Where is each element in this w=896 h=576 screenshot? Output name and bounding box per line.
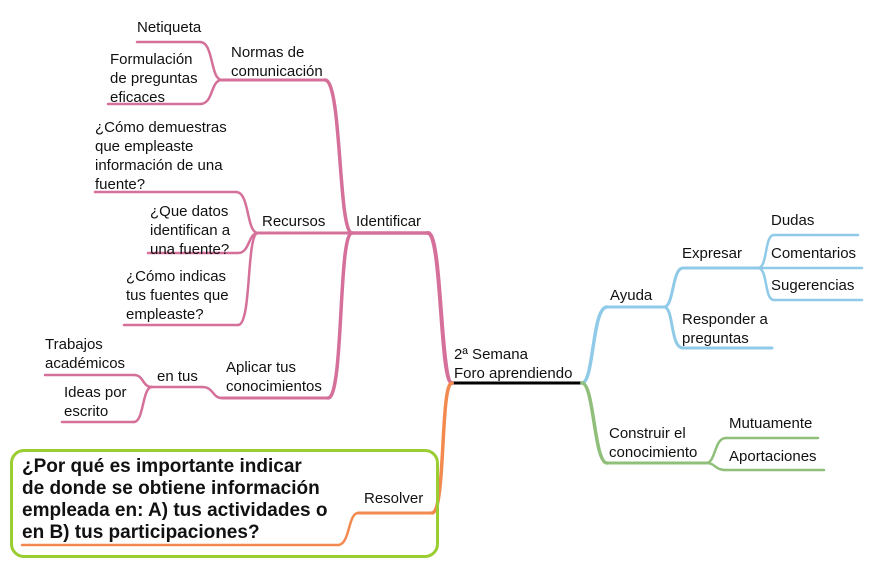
node-question: ¿Por qué es importante indicar de donde se obtiene información empleada en: A) tus actividades o en B) tus participaciones?	[22, 456, 328, 543]
branch-aplicar	[328, 233, 352, 398]
center-topic: 2ª Semana Foro aprendiendo	[454, 346, 573, 382]
branch-ideas	[134, 387, 152, 422]
branch-mutuamente	[706, 438, 726, 463]
branch-netiqueta	[200, 42, 222, 80]
node-comentarios: Comentarios	[771, 245, 857, 262]
node-resolver: Resolver	[364, 490, 424, 507]
node-que-datos: ¿Que datos identifican a una fuente?	[150, 203, 231, 258]
node-identificar: Identificar	[356, 213, 422, 230]
node-dudas: Dudas	[771, 212, 815, 229]
branch-responder	[664, 307, 683, 348]
node-responder: Responder a preguntas	[682, 311, 768, 347]
branch-ayuda	[582, 307, 607, 383]
node-ayuda: Ayuda	[610, 287, 653, 304]
node-mutuamente: Mutuamente	[729, 415, 813, 432]
branch-formulacion	[200, 80, 222, 104]
node-como-demuestras: ¿Cómo demuestras que empleaste información de una fuente?	[95, 119, 227, 193]
node-recursos: Recursos	[262, 213, 326, 230]
node-normas: Normas de comunicación	[231, 44, 323, 80]
node-como-indicas: ¿Cómo indicas tus fuentes que empleaste?	[126, 268, 229, 323]
branch-aportaciones	[706, 463, 726, 470]
node-construir: Construir el conocimiento	[609, 425, 698, 461]
branch-normas	[325, 80, 352, 233]
node-aplicar: Aplicar tus conocimientos	[226, 359, 322, 395]
node-en-tus: en tus	[157, 368, 198, 385]
branch-expresar	[664, 268, 683, 307]
node-ideas: Ideas por escrito	[64, 384, 127, 420]
node-sugerencias: Sugerencias	[771, 277, 855, 294]
branch-construir	[582, 383, 607, 463]
node-expresar: Expresar	[682, 245, 743, 262]
node-trabajos: Trabajos académicos	[45, 336, 126, 372]
branch-en-tus	[202, 387, 222, 398]
node-netiqueta: Netiqueta	[137, 19, 202, 36]
branch-como-demuestras	[236, 192, 258, 233]
node-aportaciones: Aportaciones	[729, 448, 817, 465]
branch-identificar	[428, 233, 452, 383]
branch-trabajos	[134, 375, 152, 387]
node-formulacion: Formulación de preguntas eficaces	[110, 51, 198, 106]
